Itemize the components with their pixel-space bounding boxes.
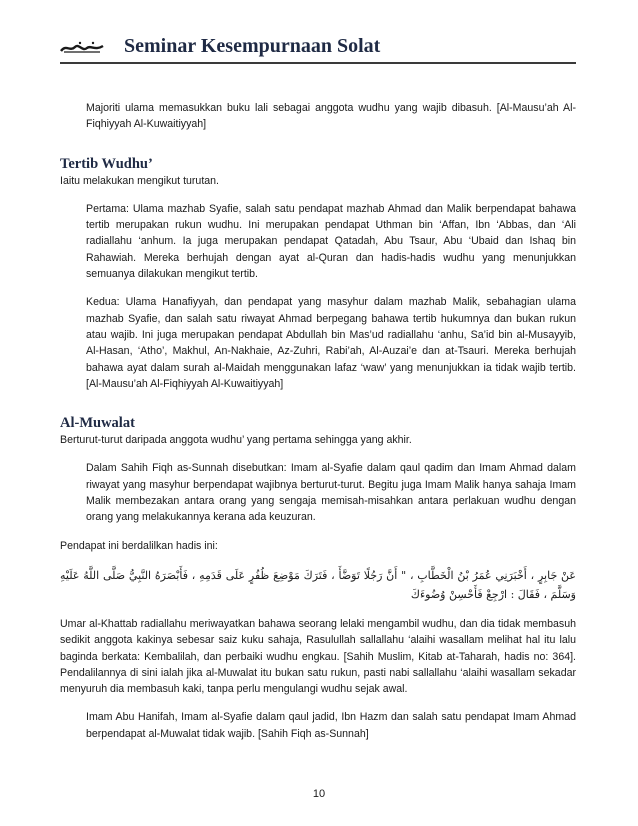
arabic-hadith: عَنْ جَابِرٍ ، أَخْبَرَنِي عُمَرُ بْنُ الْخَطَّابِ ، " أَنَّ رَجُلًا تَوَضَّأَ ، فَتَرَكَ مَوْضِعَ ظُفُرٍ عَلَى قَدَمِهِ ، فَأَبْصَرَهُ النَّبِيُّ صَلَّى اللَّهُ عَلَيْهِ وَسَلَّمَ ، فَقَالَ : ارْجِعْ فَأَحْسِنْ وُضُوءَكَ bbox=[60, 568, 576, 601]
header-title: Seminar Kesempurnaan Solat bbox=[124, 35, 381, 57]
intro-paragraph: Majoriti ulama memasukkan buku lali sebagai anggota wudhu yang wajib dibasuh. [Al-Mausu’ah Al-Fiqhiyyah Al-Kuwaitiyyah] bbox=[86, 102, 576, 131]
calligraphy-logo bbox=[60, 40, 104, 54]
header-divider bbox=[60, 62, 576, 64]
muwalat-paragraph-2: Imam Abu Hanifah, Imam al-Syafie dalam qaul jadid, Ibn Hazm dan salah satu pendapat Imam Ahmad berpendapat al-Muwalat tidak wajib. [Sahih Fiqh as-Sunnah] bbox=[86, 711, 576, 740]
hadith-explanation: Umar al-Khattab radiallahu meriwayatkan bahawa seorang lelaki mengambil wudhu, dan dia tidak membasuh sedikit anggota kakinya sebesar saiz kuku sahaja, Rasulullah sallallahu ‘alaihi wasallam melihat hal itu lalu baginda berkata: Kembalilah, dan perbaiki wudhu engkau. [Sahih Muslim, Kitab at-Taharah, hadis no: 364]. Pendalilannya di sini ialah jika al-Muwalat itu bukan satu rukun, pasti nabi sallallahu ‘alaihi wasallam sekadar menyuruh dia membasuh kaki, tanpa perlu mengulangi wudhu sejak awal. bbox=[60, 617, 576, 696]
section-title-muwalat: Al-Muwalat bbox=[60, 415, 135, 432]
page-content bbox=[60, 100, 576, 742]
tertib-paragraph-2: Kedua: Ulama Hanafiyyah, dan pendapat yang masyhur dalam mazhab Malik, sebahagian ulama mazhab Syafie, dan salah satu riwayat Ahmad berpegang bahawa tertib hukumnya dan bukan rukun atau wajib. Ini juga merupakan pendapat Abdullah bin Mas’ud radiallahu ‘anhu, Sa’id bin al-Musayyib, Al-Hasan, ‘Atho’, Makhul, An-Nakhaie, Az-Zuhri, Rabi’ah, Al-Auzai’e dan at-Tsauri. Mereka berhujah bahawa ayat dalam surah al-Maidah menggunakan lafaz ‘waw’ yang menunjukkan ia tidak wajib tertib. [Al-Mausu’ah Al-Fiqhiyyah Al-Kuwaitiyyah] bbox=[86, 296, 576, 390]
section-title-tertib: Tertib Wudhu’ bbox=[60, 155, 153, 172]
muwalat-definition: Berturut-turut daripada anggota wudhu’ yang pertama sehingga yang akhir. bbox=[60, 434, 412, 447]
page-header bbox=[60, 28, 576, 64]
hadith-intro: Pendapat ini berdalilkan hadis ini: bbox=[60, 539, 218, 552]
tertib-paragraph-1: Pertama: Ulama mazhab Syafie, salah satu pendapat mazhab Ahmad dan Malik berpendapat bahawa tertib merupakan rukun wudhu. Ini merupakan pendapat Uthman bin ‘Affan, Ibn ‘Abbas, dan ‘Ali radiallahu ‘anhum. Ia juga merupakan pendapat Qatadah, Abu Tsaur, Abu ‘Ubaid dan Ishaq bin Rahawiah. Mereka berhujah dengan ayat al-Quran dan hadis-hadis wudhu yang menunjukkan semuanya dilakukan mengikut tertib. bbox=[86, 202, 576, 281]
muwalat-paragraph-1: Dalam Sahih Fiqh as-Sunnah disebutkan: Imam al-Syafie dalam qaul qadim dan Imam Ahmad dalam riwayat yang masyhur berpendapat wajibnya berturut-turut. Begitu juga Imam Malik hanya sahaja Imam Malik membezakan antara orang yang sengaja memisah-misahkan antara perlakuan wudhu dengan orang yang melakukannya kerana ada keuzuran. bbox=[86, 462, 576, 524]
page-number: 10 bbox=[312, 788, 326, 800]
tertib-definition: Iaitu melakukan mengikut turutan. bbox=[60, 174, 219, 187]
